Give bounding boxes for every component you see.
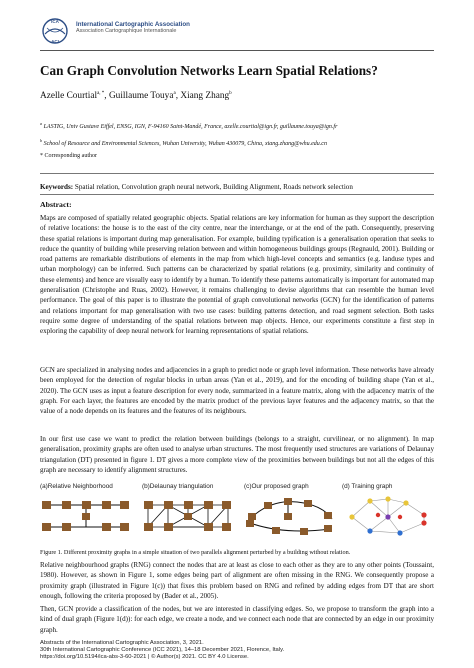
abstract-paragraph: Maps are composed of spatially related geographic objects. Spatial relations are key information for human as they support the description of relative locations: the house is to the east of the city centre, near the interchange, or at the end of the path. Consequently, preserving these spatial relations is important during map generalisation. For example, building typification is a generalisation operation that seeks to reduce the quantity of building while preserving relation between and within homogeneous buildings groups (Regnauld, 2001). Building or road patterns are remarkable distributions of elements in the map from which high-level concepts and semantics (e.g. landuse types and urban morphology) can be inferred. Such patterns can be characterized by spatial relations (e.g. proximity, similarity and continuity of these elements) and hence are visually easy to identify by a human. To identify these patterns automatically is important for automated map generalisation (Christophe and Ruas, 2002). However, it remains challenging to devise algorithms that can resemble the human level performance. The goal of this paper is to illustrate the potential of graph convolutional networks (GCN) for the identification of patterns and relations important for map generalisation with two use cases: building patterns detection, and road segment selection. Both tasks require some degree of understanding of the spatial relations between map objects. Hence, our experiments constitute a first step in exploring the capability of deep neural network for learning representations of spatial relations. (40, 214, 434, 336)
figure-panel-delaunay (142, 483, 234, 543)
affiliation-mark: a (40, 121, 43, 126)
author-list (40, 91, 232, 101)
figure-1 (40, 483, 434, 543)
training-graph-drawing (342, 493, 434, 539)
author-affil-mark: b (229, 91, 232, 96)
footer-doi-license: https://doi.org/10.5194/ica-abs-3-60-2021 | © Author(s) 2021. CC BY 4.0 License. (40, 654, 249, 661)
section-divider (40, 194, 434, 195)
section-divider (40, 173, 434, 174)
panel-label: (a)Relative Neighborhood (40, 483, 113, 490)
body-paragraph: Relative neighbourhood graphs (RNG) connect the nodes that are at least as close to each other as they are to any other points (Toussaint, 1980). However, as shown in Figure 1, some edges being part of alignment are often missing in the RNG. We consequently propose a proximity graph (illustrated in Figure 1(c)) that fixes this problem based on RNG and refined by adding edges from DT that are short enough, following the criteria proposed by (Bader et al., 2005). (40, 561, 434, 600)
author-name: Xiang Zhang (180, 91, 230, 102)
figure-caption: Figure 1. Different proximity graphs in a simple situation of two parallels alignment perturbed by a building without relation. (40, 549, 351, 556)
panel-label: (b)Delaunay triangulation (142, 483, 214, 490)
organization-name (76, 21, 190, 35)
author-name: Azelle Courtial (40, 91, 98, 102)
rng-graph-drawing (40, 493, 132, 539)
body-paragraph: GCN are specialized in analysing nodes and adjacencies in a graph to predict node or graph level information. These networks have already been employed for the detection of regular blocks in urban areas (Yan et al., 2019), and for the encoding of building shape (Yan et al., 2020). The GCN uses as input a feature description for every node, summarized in a feature matrix, along with the adjacency matrix of the graph. For each layer, the features are encoded by the matrix product of the previous layer features and the adjacency matrix, so that the value of a node depends on its features and the features of its neighbours. (40, 366, 434, 416)
journal-header (40, 16, 440, 46)
header-divider (40, 50, 434, 51)
footer-conference: 30th International Cartographic Conference (ICC 2021), 14–18 December 2021, Florence, Italy. (40, 647, 285, 654)
author-affil-mark: a (173, 91, 176, 96)
panel-label: (d) Training graph (342, 483, 393, 490)
affiliation (40, 138, 327, 147)
delaunay-graph-drawing (142, 493, 234, 539)
affiliation-mark: b (40, 138, 43, 143)
figure-panel-rng (40, 483, 132, 543)
panel-label: (c)Our proposed graph (244, 483, 309, 490)
author-separator: , (104, 91, 109, 102)
author-affil-mark: a, * (97, 91, 105, 96)
body-paragraph: Then, GCN provide a classification of the nodes, but we are interested in classifying edges. So, we propose to transform the graph into a kind of dual graph (Figure 1(d)): for each edge, we create a node, and we connect each node that are connected by an edge in our proximity graph. (40, 605, 434, 634)
paper-title: Can Graph Convolution Networks Learn Spatial Relations? (40, 63, 378, 78)
affiliation (40, 121, 337, 130)
affiliation-text: LASTIG, Univ Gustave Eiffel, ENSG, IGN, F-94160 Saint-Mandé, France, azelle.courtial@ign.fr, guillaume.touya@ign.fr (43, 124, 338, 130)
logo-text-top: ICA (51, 19, 59, 24)
abstract-heading: Abstract: (40, 200, 72, 209)
ica-logo-icon (40, 16, 70, 46)
org-name-en: International Cartographic Association (76, 21, 190, 28)
figure-panel-proposed (244, 483, 336, 543)
org-name-fr: Association Cartographique Internationale (76, 28, 177, 34)
body-paragraph: In our first use case we want to predict the relation between buildings (belongs to a straight, curvilinear, or no alignment). In map generalisation, proximity graphs are often used to analyse urban structures. The most frequently used structures are variations of Delaunay triangulation (DT) presented in figure 1. DT gives a more complete view of the proximities between buildings but not all the edges of this graph are necessary to identify alignment structures. (40, 435, 434, 474)
page-footer (40, 640, 284, 662)
affiliation-text: School of Resource and Environmental Sciences, Wuhan University, Wuhan 430079, China, xiang.zhang@whu.edu.cn (43, 141, 327, 147)
footer-journal: Abstracts of the International Cartographic Association, 3, 2021. (40, 640, 204, 646)
logo-text-bottom: ACI (51, 39, 59, 44)
author-name: Guillaume Touya (108, 91, 174, 102)
corresponding-author-note: * Corresponding author (40, 153, 97, 159)
keywords-line (40, 183, 353, 191)
proposed-graph-drawing (244, 493, 336, 539)
author-separator: , (175, 91, 181, 102)
keywords-label: Keywords: (40, 183, 74, 191)
keywords-text: Spatial relation, Convolution graph neural network, Building Alignment, Roads network selection (74, 183, 353, 191)
figure-panel-training (342, 483, 434, 543)
